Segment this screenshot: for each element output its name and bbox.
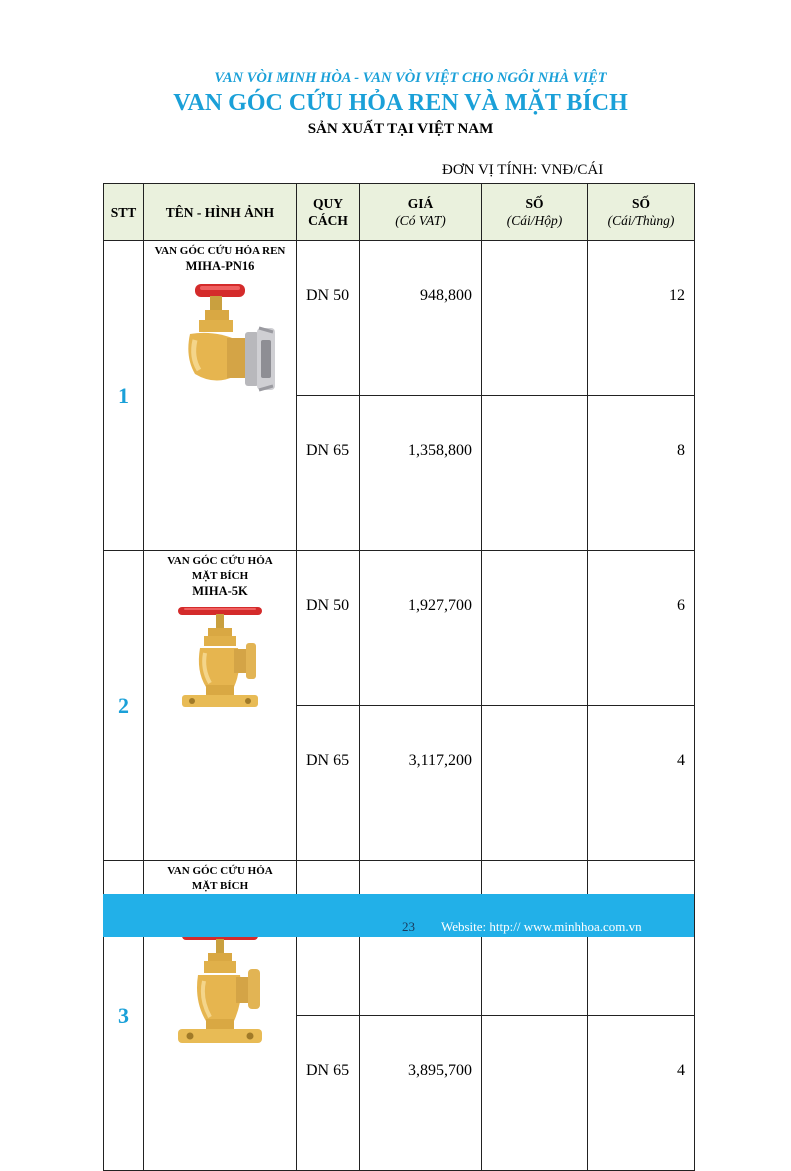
spec-cell: DN 65 — [297, 1016, 360, 1171]
spec-cell: DN 50 — [297, 551, 360, 706]
table-row — [104, 861, 695, 1016]
product-stt: 2 — [104, 551, 144, 861]
brand-tagline: VAN VÒI MINH HÒA - VAN VÒI VIỆT CHO NGÔI NHÀ VIỆT — [214, 70, 607, 86]
product-stt: 3 — [104, 861, 144, 1171]
price-cell: 1,927,700 — [360, 551, 482, 706]
page-subtitle: SẢN XUẤT TẠI VIỆT NAM — [307, 121, 494, 137]
table-row — [104, 551, 695, 706]
box-qty-cell — [482, 706, 588, 861]
price-table — [103, 183, 695, 1171]
table-row — [104, 241, 695, 396]
flanged-angle-valve-icon — [170, 603, 270, 713]
price-cell — [360, 861, 482, 1016]
price-cell: 1,358,800 — [360, 396, 482, 551]
threaded-angle-valve-icon — [155, 282, 285, 394]
product-name: VAN GÓC CỨU HỎA — [167, 555, 273, 567]
carton-qty-cell: 8 — [588, 396, 695, 551]
product-stt: 1 — [104, 241, 144, 551]
spec-cell: DN 50 — [297, 241, 360, 396]
price-cell: 948,800 — [360, 241, 482, 396]
carton-qty-cell — [588, 861, 695, 1016]
col-header-box-qty: SỐ (Cái/Hộp) — [482, 184, 588, 241]
table-header-row — [104, 184, 695, 241]
page-footer — [103, 894, 694, 937]
product-name: VAN GÓC CỨU HỎA REN — [154, 245, 286, 257]
product-model: MIHA-5K — [192, 584, 248, 598]
page-number: 23 — [402, 919, 415, 934]
product-name-line2: MẶT BÍCH — [191, 570, 249, 582]
price-cell: 3,895,700 — [360, 1016, 482, 1171]
box-qty-cell — [482, 241, 588, 396]
product-name: VAN GÓC CỨU HỎA — [167, 865, 273, 877]
carton-qty-cell: 12 — [588, 241, 695, 396]
price-cell: 3,117,200 — [360, 706, 482, 861]
product-name-cell — [144, 551, 297, 861]
col-header-price: GIÁ (Có VAT) — [360, 184, 482, 241]
carton-qty-cell: 4 — [588, 706, 695, 861]
carton-qty-cell: 6 — [588, 551, 695, 706]
carton-qty-cell: 4 — [588, 1016, 695, 1171]
product-name-cell — [144, 241, 297, 551]
box-qty-cell — [482, 396, 588, 551]
spec-cell: DN 65 — [297, 706, 360, 861]
product-name-line2: MẶT BÍCH — [191, 880, 249, 892]
col-header-carton-qty: SỐ (Cái/Thùng) — [588, 184, 695, 241]
col-header-stt: STT — [104, 184, 144, 241]
col-header-name: TÊN - HÌNH ẢNH — [144, 184, 297, 241]
product-model: MIHA-PN16 — [185, 259, 255, 273]
spec-cell — [297, 861, 360, 1016]
website-link[interactable]: Website: http:// www.minhhoa.com.vn — [441, 919, 642, 934]
box-qty-cell — [482, 551, 588, 706]
unit-note: ĐƠN VỊ TÍNH: VNĐ/CÁI — [442, 162, 604, 178]
col-header-spec: QUY CÁCH — [297, 184, 360, 241]
spec-cell: DN 65 — [297, 396, 360, 551]
box-qty-cell — [482, 1016, 588, 1171]
flanged-angle-valve-icon — [170, 927, 270, 1049]
page-title: VAN GÓC CỨU HỎA REN VÀ MẶT BÍCH — [173, 90, 628, 116]
box-qty-cell — [482, 861, 588, 1016]
